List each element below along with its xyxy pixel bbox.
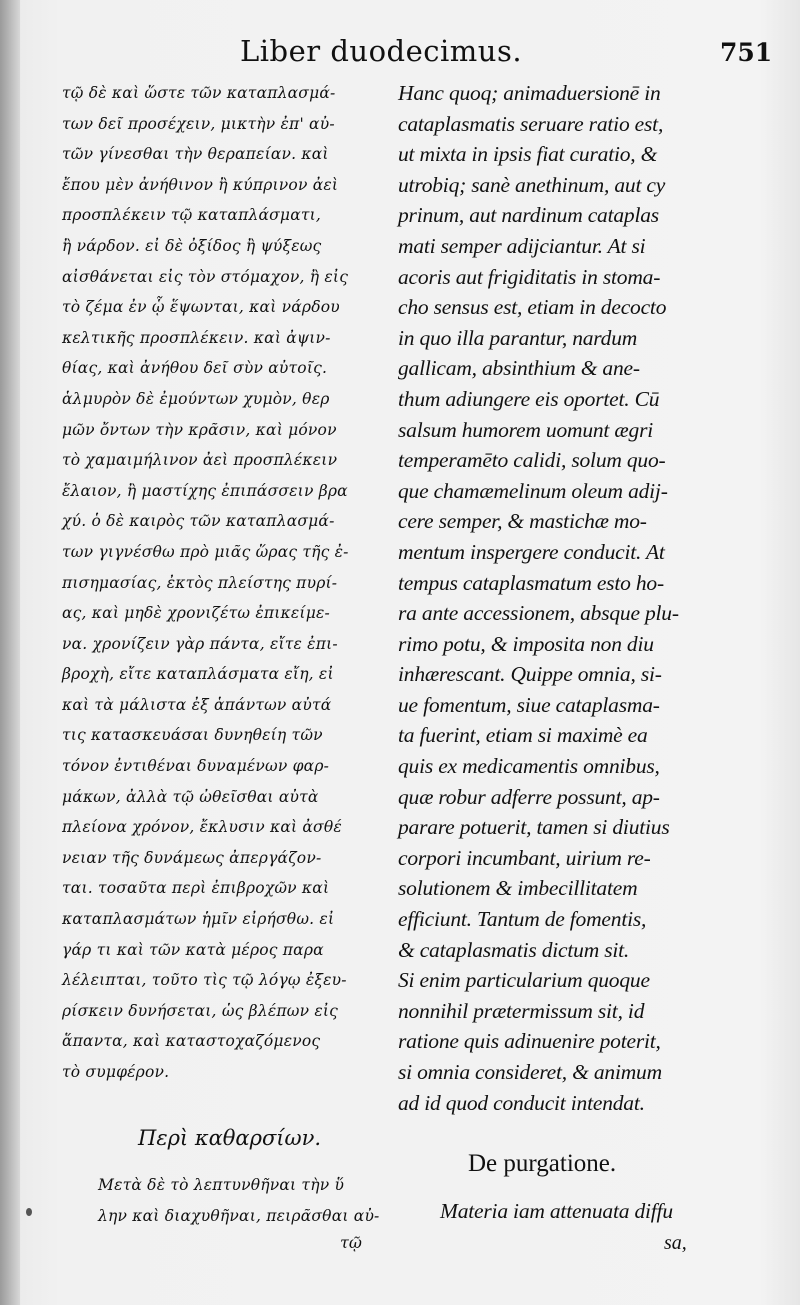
greek-text-line: των δεῖ προσέχειν, μικτὴν ἐπ' αὐ-: [62, 114, 335, 133]
greek-text-line: λην καὶ διαχυθῆναι, πειρᾶσθαι αὐ-: [98, 1206, 380, 1225]
latin-text-line: Materia iam attenuata diffu: [440, 1199, 673, 1223]
latin-text-line: solutionem & imbecillitatem: [398, 876, 638, 901]
greek-text-line: να. χρονίζειν γὰρ πάντα, εἴτε ἐπι-: [62, 634, 338, 653]
greek-text-line: μάκων, ἀλλὰ τῷ ὠθεῖσθαι αὐτὰ: [62, 787, 319, 806]
greek-text-line: ἁλμυρὸν δὲ ἐμούντων χυμὸν, θερ: [62, 389, 330, 408]
greek-text-line: ἔπου μὲν ἀνήθινον ἢ κύπρινον ἀεὶ: [62, 175, 339, 194]
greek-text-line: πλείονα χρόνον, ἔκλυσιν καὶ ἀσθέ: [62, 818, 342, 837]
latin-catchword: sa,: [664, 1232, 687, 1254]
greek-text-line: ται. τοσαῦτα περὶ ἐπιβροχῶν καὶ: [62, 879, 330, 898]
greek-text-line: μῶν ὄντων τὴν κρᾶσιν, καὶ μόνον: [62, 420, 337, 439]
latin-text-line: cere semper, & mastichæ mo-: [398, 509, 647, 534]
greek-text-line: Μετὰ δὲ τὸ λεπτυνθῆναι τὴν ὕ: [98, 1176, 345, 1194]
latin-text-line: ue fomentum, siue cataplasma-: [398, 692, 660, 717]
latin-column: [398, 78, 710, 1118]
latin-text-line: parare potuerit, tamen si diutius: [398, 815, 670, 840]
greek-text-line: ἢ νάρδον. εἰ δὲ ὀξίδος ἢ ψύξεως: [62, 236, 322, 255]
latin-text-line: ta fuerint, etiam si maximè ea: [398, 723, 648, 748]
latin-text-line: mati semper adijciantur. At si: [398, 233, 646, 258]
latin-text-line: & cataplasmatis dictum sit.: [398, 937, 630, 962]
latin-section-heading: De purgatione.: [468, 1150, 617, 1177]
latin-text-line: thum adiungere eis oportet. Cū: [398, 386, 660, 411]
greek-text-line: τὸ χαμαιμήλινον ἀεὶ προσπλέκειν: [62, 451, 338, 470]
latin-text-line: in quo illa parantur, nardum: [398, 325, 638, 350]
latin-text-line: que chamæmelinum oleum adij-: [398, 478, 668, 503]
greek-text-line: τις κατασκευάσαι δυνηθείη τῶν: [62, 726, 323, 745]
greek-column-continued: [98, 1170, 388, 1231]
greek-text-line: τῷ δὲ καὶ ὥστε τῶν καταπλασμά-: [62, 84, 336, 102]
greek-catchword: τῷ: [340, 1233, 362, 1252]
greek-text-line: πισημασίας, ἐκτὸς πλείστης πυρί-: [62, 573, 338, 592]
latin-column-continued: [440, 1196, 730, 1227]
greek-text-line: τῶν γίνεσθαι τὴν θεραπείαν. καὶ: [62, 145, 329, 164]
latin-text-line: Hanc quoq; animaduersionē in: [398, 81, 661, 105]
running-head: Liber duodecimus.: [240, 34, 523, 68]
greek-text-line: ἔλαιον, ἢ μαστίχης ἐπιπάσσειν βρα: [62, 481, 348, 500]
greek-text-line: των γιγνέσθω πρὸ μιᾶς ὥρας τῆς ἐ-: [62, 542, 349, 561]
latin-text-line: utrobiq; sanè anethinum, aut cy: [398, 172, 666, 197]
latin-text-line: tempus cataplasmatum esto ho-: [398, 570, 664, 595]
greek-text-line: τὸ συμφέρον.: [62, 1063, 170, 1081]
greek-text-line: χύ. ὁ δὲ καιρὸς τῶν καταπλασμά-: [62, 512, 335, 531]
latin-text-line: corpori incumbant, uirium re-: [398, 845, 651, 870]
latin-text-line: rimo potu, & imposita non diu: [398, 631, 654, 656]
greek-section-heading: Περὶ καθαρσίων.: [138, 1126, 322, 1150]
binding-shadow: [0, 0, 20, 1305]
latin-text-line: si omnia consideret, & animum: [398, 1060, 662, 1084]
latin-text-line: acoris aut frigiditatis in stoma-: [398, 264, 661, 289]
latin-text-line: ratione quis adinuenire poterit,: [398, 1029, 661, 1054]
latin-text-line: inhærescant. Quippe omnia, si-: [398, 662, 662, 687]
latin-text-line: prinum, aut nardinum cataplas: [398, 203, 659, 228]
greek-text-line: αἰσθάνεται εἰς τὸν στόμαχον, ἢ εἰς: [62, 267, 349, 286]
latin-text-line: temperamēto calidi, solum quo-: [398, 448, 666, 473]
greek-text-line: τὸ ζέμα ἐν ᾧ ἕψωνται, καὶ νάρδου: [62, 298, 340, 317]
page-number: 751: [720, 38, 773, 67]
latin-text-line: salsum humorem uomunt ægri: [398, 417, 654, 442]
greek-text-line: καταπλασμάτων ἡμῖν εἰρήσθω. εἰ: [62, 910, 335, 929]
greek-text-line: βροχὴ, εἴτε καταπλάσματα εἴη, εἰ: [62, 665, 334, 684]
greek-text-line: ἅπαντα, καὶ καταστοχαζόμενος: [62, 1032, 321, 1051]
latin-text-line: ad id quod conducit intendat.: [398, 1090, 645, 1115]
latin-text-line: cho sensus est, etiam in decocto: [398, 295, 667, 320]
ink-speck: [26, 1208, 32, 1216]
latin-text-line: gallicam, absinthium & ane-: [398, 356, 640, 381]
greek-text-line: γάρ τι καὶ τῶν κατὰ μέρος παρα: [62, 940, 324, 959]
latin-text-line: ra ante accessionem, absque plu-: [398, 601, 679, 626]
latin-text-line: mentum inspergere conducit. At: [398, 539, 665, 564]
latin-text-line: efficiunt. Tantum de fomentis,: [398, 907, 647, 932]
latin-text-line: Si enim particularium quoque: [398, 968, 650, 993]
latin-text-line: nonnihil prætermissum sit, id: [398, 998, 645, 1023]
latin-text-line: quis ex medicamentis omnibus,: [398, 754, 660, 779]
page-header: [0, 30, 800, 80]
greek-text-line: ρίσκειν δυνήσεται, ὡς βλέπων εἰς: [62, 1001, 339, 1020]
greek-text-line: λέλειπται, τοῦτο τὶς τῷ λόγῳ ἐξευ-: [62, 971, 347, 990]
greek-text-line: καὶ τὰ μάλιστα ἐξ ἁπάντων αὐτά: [62, 695, 332, 714]
greek-text-line: προσπλέκειν τῷ καταπλάσματι,: [62, 206, 322, 225]
greek-text-line: κελτικῆς προσπλέκειν. καὶ ἀψιν-: [62, 328, 331, 347]
latin-text-line: cataplasmatis seruare ratio est,: [398, 111, 664, 136]
greek-text-line: θίας, καὶ ἀνήθου δεῖ σὺν αὐτοῖς.: [62, 359, 328, 378]
greek-text-line: τόνον ἐντιθέναι δυναμένων φαρ-: [62, 757, 330, 776]
greek-text-line: νειαν τῆς δυνάμεως ἀπεργάζον-: [62, 848, 322, 867]
latin-text-line: quæ robur adferre possunt, ap-: [398, 784, 660, 809]
greek-text-line: ας, καὶ μηδὲ χρονιζέτω ἐπικείμε-: [62, 604, 330, 623]
latin-text-line: ut mixta in ipsis fiat curatio, &: [398, 142, 658, 167]
greek-column: [62, 78, 384, 1088]
